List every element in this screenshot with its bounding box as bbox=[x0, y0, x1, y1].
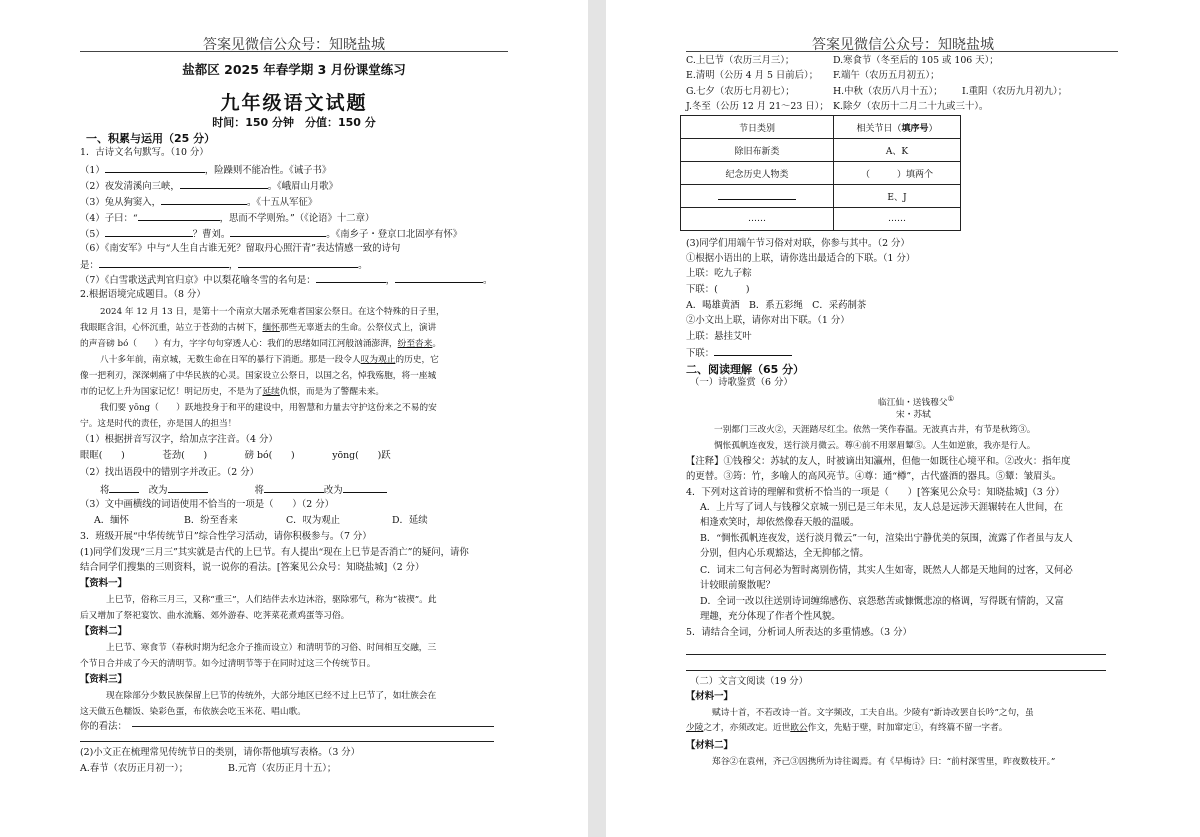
question-text: 2.根据语境完成题目。（8 分） bbox=[80, 289, 206, 300]
passage-line: 的声音磅 bó（ ）有力，字字句句穿透人心：我们的思绪如同江河般汹涌澎湃，纷至沓来。 bbox=[80, 339, 442, 349]
festival-item: K.除夕（农历十二月二十九或三十）。 bbox=[833, 101, 989, 112]
table-cell: E、J bbox=[834, 185, 961, 208]
pinyin-row: 眼眶( ) 苍劲( ) 磅 bó( ) yōng( )跃 bbox=[80, 450, 391, 461]
poem-line: 一别都门三改火②，天涯踏尽红尘。依然一笑作春温。无波真古井，有节是秋筠③。 bbox=[714, 425, 1036, 435]
answer-line[interactable] bbox=[686, 670, 1106, 671]
passage-line: 我们要 yōng（ ）跃地投身于和平的建设中，用智慧和力量去守护这份来之不易的安 bbox=[100, 403, 437, 413]
festival-item: E.清明（公历 4 月 5 日前后）； bbox=[686, 70, 819, 81]
material-label: 【资料三】 bbox=[80, 674, 127, 685]
table-row bbox=[681, 116, 961, 139]
material-label: 【材料一】 bbox=[686, 691, 733, 702]
option-d: D．全词一改以往送别诗词缠绵感伤、哀怨愁苦或慷慨悲凉的格调，写得既有情韵，又富 bbox=[700, 596, 1064, 607]
question-item: 是： ， 。 bbox=[80, 260, 368, 271]
annotation-line: 的更替。③筠：竹，多喻人的高风亮节。④尊：通“樽”，古代盛酒的器具。⑤颦：皱眉头。 bbox=[686, 471, 1062, 482]
couplet-line: 上联：吃九子粽 bbox=[686, 268, 752, 279]
answer-line[interactable] bbox=[686, 654, 1106, 655]
table-cell: A、K bbox=[834, 139, 961, 162]
material-label: 【材料二】 bbox=[686, 740, 733, 751]
option-c: C．词末二句言何必为暂时离别伤情，其实人生如寄，既然人人都是天地间的过客，又何必 bbox=[700, 565, 1073, 576]
material-line: 赋诗十首，不若改诗一首。文字频改，工夫自出。少陵有“新诗改罢自长吟”之句，虽 bbox=[712, 708, 1034, 718]
question-item: （5） ？曹刘。 。《南乡子・登京口北固亭有怀》 bbox=[80, 229, 463, 240]
option-d: D．延续 bbox=[392, 515, 428, 526]
question-text: 5．请结合全词，分析词人所表达的多重情感。（3 分） bbox=[686, 627, 912, 638]
passage-line: 八十多年前，南京城，无数生命在日军的暴行下消逝。那是一段令人叹为观止的历史，它 bbox=[100, 355, 439, 365]
couplet-line: 下联：( ) bbox=[686, 284, 750, 295]
material-line: 个节日合并成了今天的清明节。如今过清明节等于在同时过这三个传统节日。 bbox=[80, 659, 376, 669]
section-heading: 一、积累与运用（25 分） bbox=[86, 132, 216, 145]
passage-line: 市的记忆上升为国家记忆！明记历史，不是为了延续仇恨，而是为了警醒未来。 bbox=[80, 387, 385, 397]
question-text: ①根据小语出的上联，请你选出最适合的下联。（1 分） bbox=[686, 253, 916, 264]
exam-time-score: 时间：150 分钟 分值：150 分 bbox=[212, 116, 376, 129]
poem-author: 宋・苏轼 bbox=[896, 410, 931, 420]
festival-item: A.春节（农历正月初一）； bbox=[80, 763, 189, 774]
correction-row: 将 改为 将 改为 bbox=[100, 483, 387, 497]
table-cell: …… bbox=[834, 208, 961, 231]
material-line: 上巳节，俗称三月三，又称“重三”，人们结伴去水边沐浴，驱除邪气，称为“祓禊”。此 bbox=[106, 595, 437, 605]
festival-item: F.端午（农历五月初五）； bbox=[833, 70, 940, 81]
section-heading: 二、阅读理解（65 分） bbox=[686, 363, 805, 376]
option-a: 相逢欢笑时，却依然像春天般的温暖。 bbox=[700, 517, 860, 528]
table-row bbox=[681, 208, 961, 231]
table-cell: 除旧布新类 bbox=[681, 139, 834, 162]
option-d: 理趣，充分体现了作者个性风貌。 bbox=[700, 611, 841, 622]
material-line: 现在除部分少数民族保留上巳节的传统外，大部分地区已经不过上巳节了，如壮族会在 bbox=[106, 691, 437, 701]
table-cell: 纪念历史人物类 bbox=[681, 162, 834, 185]
couplet-line: 下联： bbox=[686, 346, 792, 360]
subsection-heading: （一）诗歌鉴赏（6 分） bbox=[690, 377, 793, 388]
table-row bbox=[681, 162, 961, 185]
table-header-cell: 节日类别 bbox=[681, 116, 834, 139]
table-blank-cell[interactable] bbox=[681, 185, 834, 208]
answer-line[interactable] bbox=[132, 726, 494, 727]
material-label: 【资料二】 bbox=[80, 626, 127, 637]
question-text: 1．古诗文名句默写。（10 分） bbox=[80, 147, 209, 158]
festival-table bbox=[680, 115, 961, 231]
passage-line: 2024 年 12 月 13 日，是第十一个南京大屠杀死难者国家公祭日。在这个特殊的日子里， bbox=[100, 307, 445, 317]
question-item: （6）《南安军》中与“人生自古谁无死？留取丹心照汗青”表达情感一致的诗句 bbox=[80, 243, 401, 254]
option-b: B．“惆怅孤帆连夜发，送行淡月微云”一句，渲染出宁静优美的氛围，流露了作者虽与友人 bbox=[700, 533, 1073, 544]
option-c: C．叹为观止 bbox=[286, 515, 341, 526]
table-cell[interactable]: （ ）填两个 bbox=[834, 162, 961, 185]
table-row bbox=[681, 139, 961, 162]
festival-item: I.重阳（农历九月初九）； bbox=[962, 86, 1068, 97]
question-text: 结合同学们搜集的三则资料，说一说你的看法。[答案见公众号：知晓盐城]（2 分） bbox=[80, 562, 425, 573]
question-text: （1）根据拼音写汉字，给加点字注音。（4 分） bbox=[80, 434, 278, 445]
festival-item: C.上巳节（农历三月三）； bbox=[686, 55, 795, 66]
festival-item: J.冬至（公历 12 月 21～23 日）； bbox=[686, 101, 829, 112]
option-b: 分别，但内心乐观豁达，全无抑郁之情。 bbox=[700, 548, 869, 559]
page-header: 答案见微信公众号：知晓盐城 bbox=[812, 37, 994, 53]
exam-title: 九年级语文试题 bbox=[220, 92, 368, 114]
table-header-cell: 相关节日（填序号） bbox=[834, 116, 961, 139]
question-item: （3）兔从狗窦入， 。《十五从军征》 bbox=[80, 197, 318, 208]
material-label: 【资料一】 bbox=[80, 578, 127, 589]
table-row bbox=[681, 185, 961, 208]
festival-item: D.寒食节（冬至后的 105 或 106 天）； bbox=[833, 55, 999, 66]
festival-item: H.中秋（农历八月十五）； bbox=[833, 86, 943, 97]
question-item: （1） ，险躁则不能冶性。《诫子书》 bbox=[80, 165, 332, 176]
material-line: 后又增加了祭祀宴饮、曲水流觞、郊外游春、吃荠菜花煮鸡蛋等习俗。 bbox=[80, 611, 350, 621]
material-line: 郑谷②在袁州，齐己③因携所为诗往谒焉。有《早梅诗》曰：“前村深雪里，昨夜数枝开。” bbox=[712, 757, 1056, 767]
festival-item: B.元宵（农历正月十五）； bbox=[228, 763, 337, 774]
question-text: （3）文中画横线的词语使用不恰当的一项是（ ）（2 分） bbox=[80, 499, 334, 510]
passage-line: 像一把利刃，深深刺痛了中华民族的心灵。国家设立公祭日，以国之名，悼我殇胞，将一座城 bbox=[80, 371, 437, 381]
answer-label: 你的看法： bbox=[80, 721, 127, 732]
poem-line: 惆怅孤帆连夜发，送行淡月微云。尊④前不用翠眉颦⑤。人生如逆旅，我亦是行人。 bbox=[714, 441, 1036, 451]
option-a: A．缅怀 bbox=[94, 515, 129, 526]
question-item: （2）夜发清溪向三峡， 。《峨眉山月歌》 bbox=[80, 181, 339, 192]
passage-line: 我眼眶含泪，心怀沉重，站立于苍劲的古树下，缅怀那些无辜逝去的生命。公祭仪式上，演讲 bbox=[80, 323, 437, 333]
question-text: （2）找出语段中的错别字并改正。（2 分） bbox=[80, 467, 259, 478]
poem-title: 临江仙・送钱穆父① bbox=[878, 394, 954, 408]
material-line: 这天做五色糯饭、染彩色蛋，布依族会吃玉米花、唱山歌。 bbox=[80, 707, 306, 717]
option-row: A．喝雄黄酒 B．系五彩绳 C．采药制茶 bbox=[686, 300, 867, 311]
page-gutter bbox=[588, 0, 606, 837]
annotation-line: 【注释】①钱穆父：苏轼的友人，时被谪出知瀛州，但他一如既往心境平和。②改火：指年度 bbox=[686, 456, 1071, 467]
question-text: 3．班级开展“中华传统节日”综合性学习活动，请你积极参与。（7 分） bbox=[80, 531, 372, 542]
question-text: (3)同学们用端午节习俗对对联，你参与其中。（2 分） bbox=[686, 238, 910, 249]
option-a: A．上片写了词人与钱穆父京城一别已是三年未见，友人总是远涉天涯辗转在人世间，在 bbox=[700, 502, 1064, 513]
option-c: 计较眼前聚散呢？ bbox=[700, 580, 776, 591]
page-header: 答案见微信公众号：知晓盐城 bbox=[203, 37, 385, 53]
material-line: 上巳节、寒食节（春秋时期为纪念介子推而设立）和清明节的习俗、时间相互交融，三 bbox=[106, 643, 437, 653]
header-rule bbox=[686, 51, 1118, 52]
answer-line[interactable] bbox=[80, 741, 494, 742]
question-item: （4）子曰：“ ，思而不学则殆。”（《论语》十二章） bbox=[80, 213, 375, 224]
exam-subtitle: 盐都区 2025 年春学期 3 月份课堂练习 bbox=[182, 62, 406, 77]
exam-page-left bbox=[0, 0, 588, 837]
couplet-line: 上联：悬挂艾叶 bbox=[686, 331, 752, 342]
material-line: 少陵之才，亦须改定。近世欧公作文，先贴于壁，时加窜定①，有终篇不留一字者。 bbox=[686, 723, 1008, 733]
table-cell: …… bbox=[681, 208, 834, 231]
question-text: (2)小文正在梳理常见传统节日的类别，请你帮他填写表格。（3 分） bbox=[80, 747, 361, 758]
question-item: （7）《白雪歌送武判官归京》中以梨花喻冬雪的名句是： ， 。 bbox=[80, 275, 493, 286]
question-text: ②小文出上联，请你对出下联。（1 分） bbox=[686, 315, 850, 326]
festival-item: G.七夕（农历七月初七）； bbox=[686, 86, 795, 97]
passage-line: 宁。这是时代的责任，亦是国人的担当！ bbox=[80, 419, 237, 429]
exam-page-right bbox=[606, 0, 1200, 837]
option-b: B．纷至沓来 bbox=[184, 515, 238, 526]
question-text: (1)同学们发现“三月三”其实就是古代的上巳节。有人提出“现在上巳节是否消亡”的疑问，请你 bbox=[80, 547, 469, 558]
subsection-heading: （二）文言文阅读（19 分） bbox=[690, 676, 809, 687]
question-text: 4．下列对这首诗的理解和赏析不恰当的一项是（ ）[答案见公众号：知晓盐城]（3 分） bbox=[686, 487, 1065, 498]
header-rule bbox=[80, 51, 508, 52]
